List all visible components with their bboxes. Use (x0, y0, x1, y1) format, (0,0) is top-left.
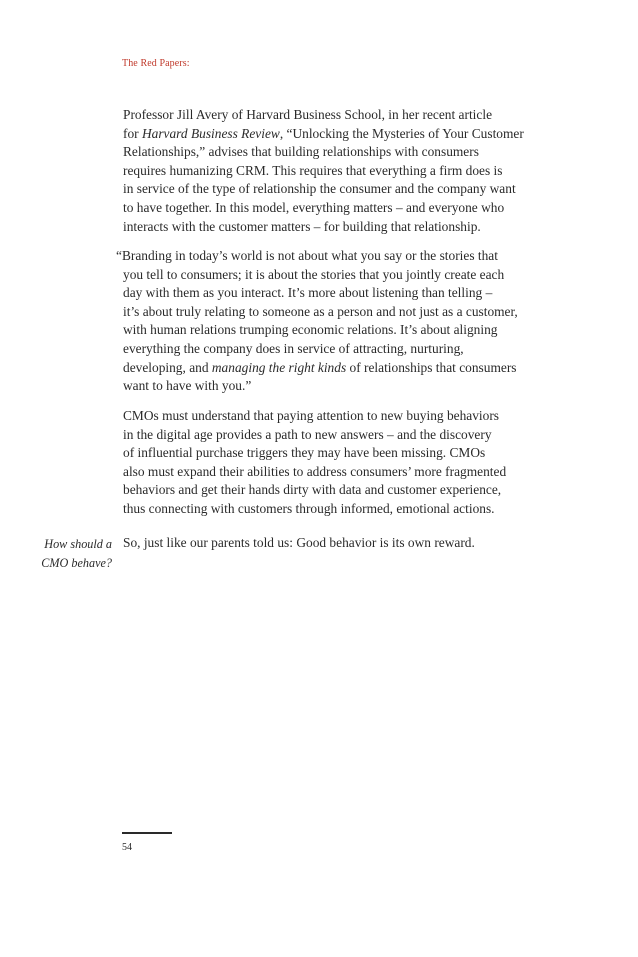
text-line: day with them as you interact. It’s more about listening than telling – (123, 285, 493, 301)
emphasis: managing the right kinds (211, 359, 347, 375)
text-line: also must expand their abilities to address consumers’ more fragmented (123, 463, 507, 479)
footer-rule (122, 832, 172, 834)
text-line: thus connecting with customers through informed, emotional actions. (123, 500, 495, 516)
text-line: it’s about truly relating to someone as a person and not just as a customer, (123, 303, 518, 319)
text-line: “Branding in today’s world is not about what you say or the stories that (116, 248, 498, 263)
block-quote (116, 247, 568, 396)
page-number: 54 (122, 842, 132, 853)
margin-note-line: CMO behave? (41, 556, 112, 570)
publication-title: Harvard Business Review (141, 125, 280, 141)
body-paragraph-conclusion (123, 534, 568, 553)
text-line: Professor Jill Avery of Harvard Business School, in her recent article (123, 107, 493, 122)
text-line: interacts with the customer matters – for building that relationship. (123, 218, 481, 234)
text-line: requires humanizing CRM. This requires that everything a firm does is (123, 162, 503, 178)
text-line: everything the company does in service of attracting, nurturing, (123, 340, 464, 356)
text-line: of influential purchase triggers they may have been missing. CMOs (123, 445, 486, 461)
body-paragraph-cmos (123, 407, 568, 519)
text-line: to have together. In this model, everything matters – and everyone who (123, 199, 505, 215)
margin-note-line: How should a (44, 537, 112, 551)
text-line: want to have with you.” (123, 378, 252, 394)
text-line: CMOs must understand that paying attention to new buying behaviors (123, 408, 500, 423)
text-line: with human relations trumping economic relations. It’s about aligning (123, 322, 498, 338)
text-line: Relationships,” advises that building relationships with consumers (123, 144, 479, 160)
body-paragraph-avery (123, 106, 568, 236)
running-title: The Red Papers: (122, 58, 190, 69)
open-quote-mark: “ (116, 248, 122, 263)
margin-note (20, 535, 112, 573)
text-line: behaviors and get their hands dirty with data and customer experience, (123, 482, 502, 498)
text-line: developing, and managing the right kinds of relationships that consumers (123, 359, 517, 375)
text-line: So, just like our parents told us: Good behavior is its own reward. (123, 535, 475, 550)
text-line: in the digital age provides a path to new answers – and the discovery (123, 426, 492, 442)
text-line: in service of the type of relationship the consumer and the company want (123, 181, 516, 197)
text-line: for Harvard Business Review, “Unlocking the Mysteries of Your Customer (123, 125, 524, 141)
text-line: you tell to consumers; it is about the stories that you jointly create each (123, 266, 505, 282)
